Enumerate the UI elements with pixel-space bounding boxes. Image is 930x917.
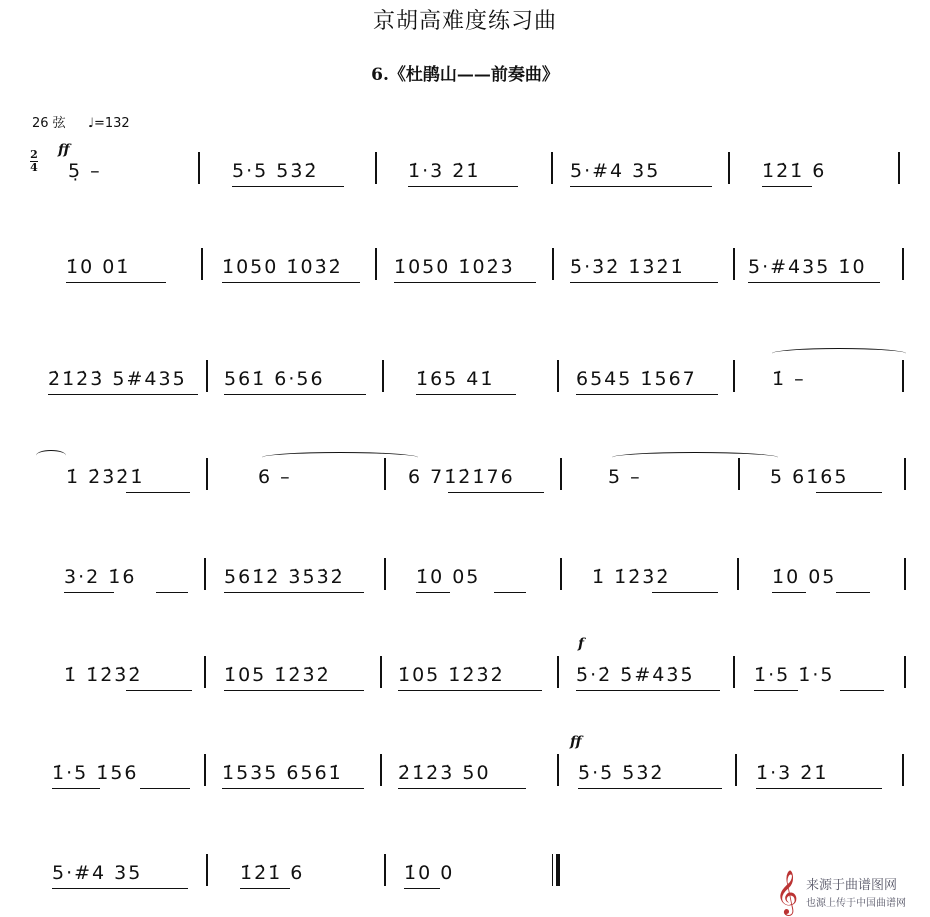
measure: 1̇0 01̇ <box>66 256 131 278</box>
measure: 561̇ 6·56 <box>224 368 325 390</box>
measure: 6 71̇2̇1̇76 <box>408 466 515 488</box>
measure: 1̇0 0 <box>404 862 455 884</box>
score-meta <box>32 112 148 131</box>
measure: 1̇ 2̇3̇2̇1̇ <box>66 466 145 488</box>
time-signature-bottom: 4 <box>30 161 38 174</box>
measure: 1̇05 1̇2̇3̇2̇ <box>224 664 331 686</box>
measure: 1̇ – <box>772 368 806 390</box>
score-line-4 <box>0 456 930 496</box>
dynamic-mark-ff: ff <box>570 734 582 750</box>
measure: 5̇·5̇ 5̇3̇2̇ <box>578 762 665 784</box>
measure: 1̇ 1̇2̇3̇2̇ <box>64 664 143 686</box>
measure: 5·#435 1̇0 <box>748 256 867 278</box>
measure: 5̇·2̇ 5̇#4̇3̇5̇ <box>576 664 695 686</box>
measure: 5·#4 35 <box>52 862 143 884</box>
measure: 1̇535 6561̇ <box>222 762 343 784</box>
measure: 1̇65 41̇ <box>416 368 495 390</box>
dynamic-mark-ff: ff <box>58 142 70 158</box>
measure: 2̇1̇2̇3̇ 5#435 <box>48 368 187 390</box>
measure: 1̇·5 1̇56 <box>52 762 139 784</box>
score-line-1 <box>0 150 930 190</box>
score-line-5 <box>0 556 930 596</box>
measure: 5·#4 35 <box>570 160 661 182</box>
measure: 6 – <box>258 466 292 488</box>
watermark-line-2: 也源上传于中国曲谱网 <box>806 898 906 909</box>
measure: 1̇0 05 <box>772 566 837 588</box>
measure: 6545 1̇567 <box>576 368 697 390</box>
measure: 1̇05 1̇2̇3̇2̇ <box>398 664 505 686</box>
watermark-line-1: 来源于曲谱图网 <box>806 878 898 893</box>
tempo-label: ♩=132 <box>87 116 130 131</box>
tuning-label: 26 弦 <box>32 116 66 131</box>
measure: 2̇1̇2̇3̇ 5̇0 <box>398 762 491 784</box>
measure: 1̇·3 2̇1̇ <box>756 762 829 784</box>
score-line-2 <box>0 246 930 286</box>
measure: 561̇2̇ 3̇5̇3̇2̇ <box>224 566 345 588</box>
measure: 1̇050 1̇03̇2̇ <box>222 256 343 278</box>
measure: 1̇2̇1̇ 6 <box>762 160 827 182</box>
measure: 5 61̇65 <box>770 466 849 488</box>
dynamic-mark-f: f <box>578 636 585 652</box>
measure: 1̇2̇1̇ 6 <box>240 862 305 884</box>
time-signature-top: 2 <box>30 148 38 161</box>
measure: 5̣ – <box>68 160 102 182</box>
treble-clef-logo-icon: 𝄞 <box>775 870 799 914</box>
measure: 1̇0 05 <box>416 566 481 588</box>
measure: 5 – <box>608 466 642 488</box>
page-subtitle: 6.《杜鹃山——前奏曲》 <box>371 65 559 85</box>
measure: 1̇·5 1̇·5 <box>754 664 835 686</box>
measure: 3·2 1̇6 <box>64 566 137 588</box>
score-line-3 <box>0 358 930 398</box>
measure: 1̇ 1̇2̇3̇2̇ <box>592 566 671 588</box>
page-title: 京胡高难度练习曲 <box>372 9 557 34</box>
measure: 5̇·3̇2̇ 1̇3̇2̇1̇ <box>570 256 685 278</box>
site-watermark <box>770 868 930 917</box>
measure: 1̇·3 2̇1̇ <box>408 160 481 182</box>
measure: 5·5 53̇2̇ <box>232 160 319 182</box>
score-line-6 <box>0 654 930 694</box>
measure: 1̇050 1̇02̇3̇ <box>394 256 515 278</box>
score-line-7 <box>0 752 930 792</box>
